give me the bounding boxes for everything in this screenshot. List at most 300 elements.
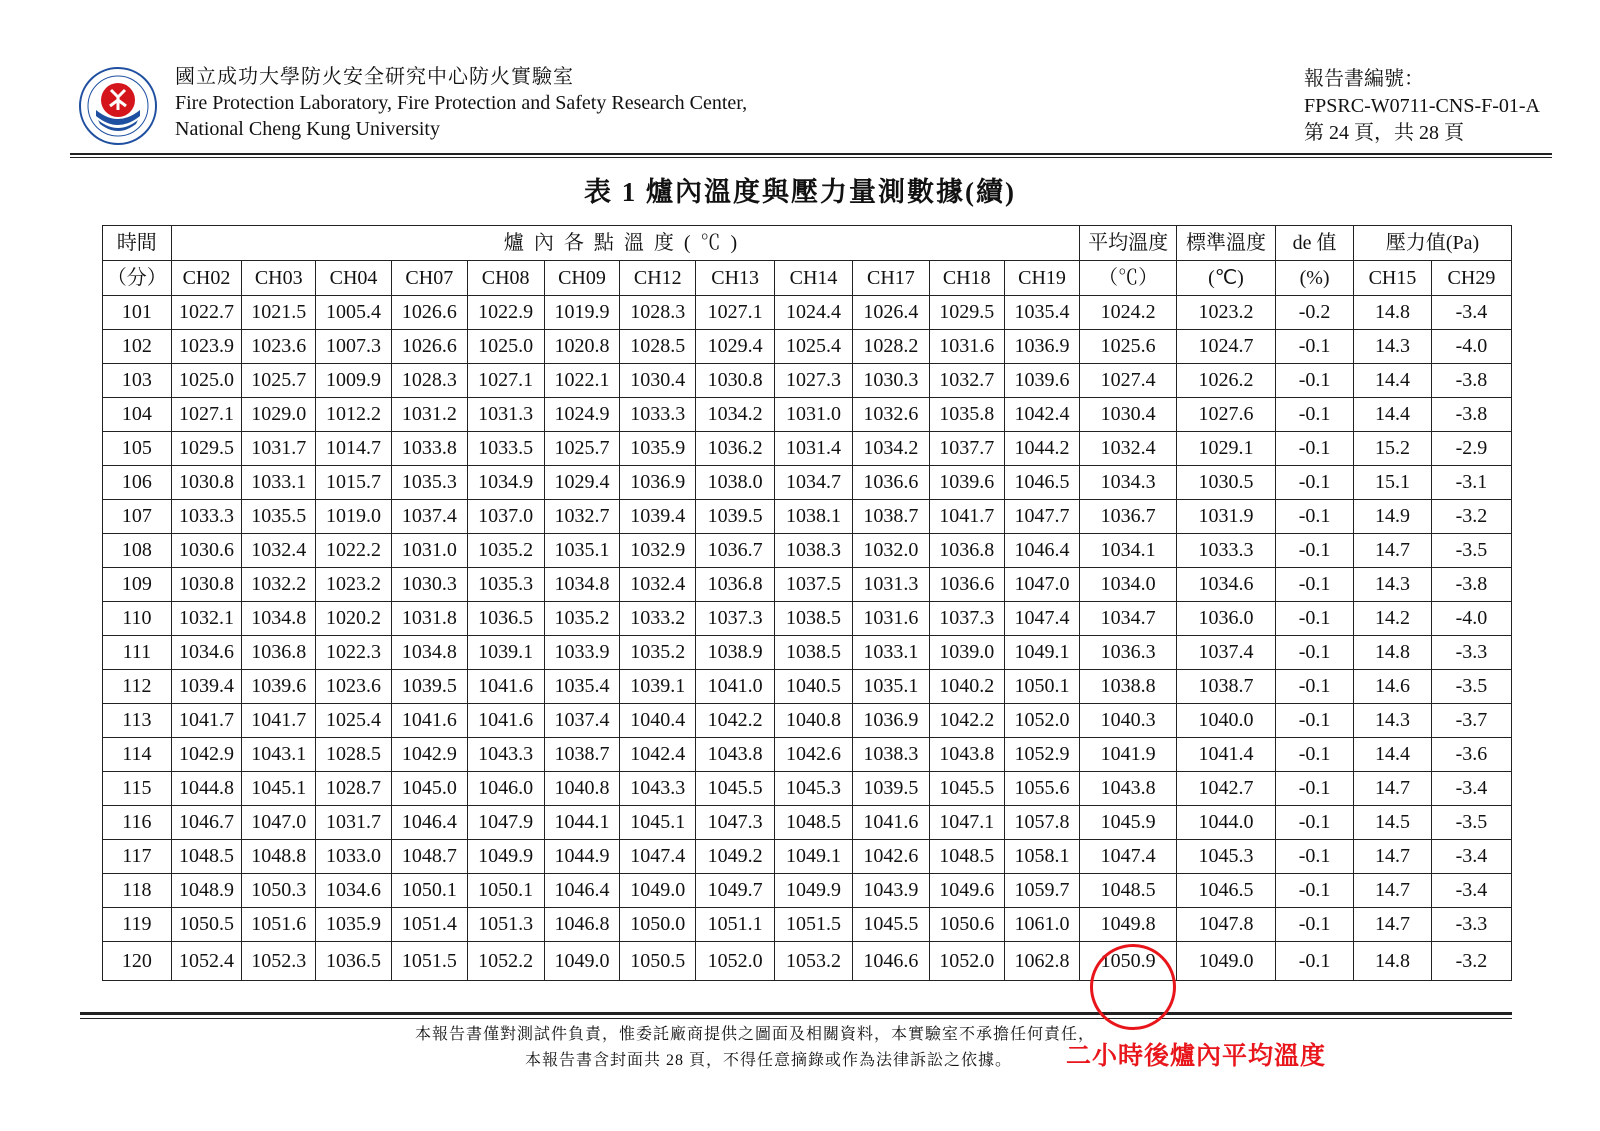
- header-time-unit: （分）: [103, 261, 172, 296]
- table-cell: 1058.1: [1004, 840, 1080, 874]
- time-cell: 108: [103, 534, 172, 568]
- header-channel: CH09: [544, 261, 620, 296]
- header-pressure-channel: CH15: [1354, 261, 1432, 296]
- table-cell: 1047.7: [1004, 500, 1080, 534]
- table-cell: 1052.2: [467, 942, 544, 981]
- table-row: [103, 364, 1512, 398]
- table-cell: 1039.6: [1004, 364, 1080, 398]
- table-cell: 1025.4: [316, 704, 392, 738]
- time-cell: 103: [103, 364, 172, 398]
- table-cell: 1036.3: [1080, 636, 1176, 670]
- table-cell: 1031.2: [391, 398, 467, 432]
- header-time: 時間: [103, 226, 172, 261]
- table-cell: 1041.4: [1176, 738, 1275, 772]
- table-cell: 1038.9: [696, 636, 775, 670]
- table-cell: 1042.7: [1176, 772, 1275, 806]
- table-cell: 1046.4: [391, 806, 467, 840]
- table-cell: 1051.6: [242, 908, 316, 942]
- table-cell: 1033.1: [852, 636, 929, 670]
- table-cell: -3.8: [1431, 364, 1511, 398]
- table-row: [103, 772, 1512, 806]
- table-cell: 1050.3: [242, 874, 316, 908]
- table-cell: 1047.1: [929, 806, 1004, 840]
- table-cell: 1031.7: [316, 806, 392, 840]
- table-cell: 1034.9: [467, 466, 544, 500]
- table-cell: 1049.2: [696, 840, 775, 874]
- table-cell: 1034.6: [1176, 568, 1275, 602]
- table-cell: 1036.9: [852, 704, 929, 738]
- table-body: [103, 296, 1512, 981]
- table-cell: 1020.2: [316, 602, 392, 636]
- table-cell: 1031.8: [391, 602, 467, 636]
- header-divider: [70, 153, 1552, 155]
- table-cell: 1048.9: [171, 874, 242, 908]
- time-cell: 110: [103, 602, 172, 636]
- table-cell: 1049.9: [775, 874, 853, 908]
- table-row: [103, 432, 1512, 466]
- table-cell: 1037.4: [544, 704, 620, 738]
- table-row: [103, 466, 1512, 500]
- table-cell: 14.8: [1354, 636, 1432, 670]
- header-channel: CH18: [929, 261, 1004, 296]
- table-cell: 1042.4: [620, 738, 696, 772]
- table-cell: 1036.9: [620, 466, 696, 500]
- table-row: [103, 398, 1512, 432]
- measurement-table: [102, 225, 1512, 981]
- table-cell: 1040.8: [775, 704, 853, 738]
- table-cell: 1046.4: [1004, 534, 1080, 568]
- table-cell: 1005.4: [316, 296, 392, 330]
- table-cell: 1047.0: [242, 806, 316, 840]
- table-cell: 1047.3: [696, 806, 775, 840]
- table-cell: 1040.8: [544, 772, 620, 806]
- table-cell: 1050.9: [1080, 942, 1176, 981]
- table-cell: 1051.4: [391, 908, 467, 942]
- header-row-1: [103, 226, 1512, 261]
- table-cell: -0.1: [1276, 602, 1354, 636]
- table-cell: 1042.2: [696, 704, 775, 738]
- table-cell: 1036.7: [1080, 500, 1176, 534]
- table-cell: -3.2: [1431, 500, 1511, 534]
- table-cell: 1050.5: [171, 908, 242, 942]
- table-cell: 1033.5: [467, 432, 544, 466]
- table-cell: 1039.4: [620, 500, 696, 534]
- table-cell: 1035.1: [852, 670, 929, 704]
- table-cell: 1052.3: [242, 942, 316, 981]
- table-cell: 14.5: [1354, 806, 1432, 840]
- disclaimer-line-2: 本報告書含封面共 28 頁，不得任意摘錄或作為法律訴訟之依據。: [525, 1052, 1013, 1069]
- table-cell: -0.1: [1276, 874, 1354, 908]
- table-cell: 1052.0: [929, 942, 1004, 981]
- table-cell: 1040.2: [929, 670, 1004, 704]
- table-cell: 1007.3: [316, 330, 392, 364]
- table-cell: -3.8: [1431, 568, 1511, 602]
- table-cell: 1044.1: [544, 806, 620, 840]
- table-cell: 14.3: [1354, 568, 1432, 602]
- table-cell: 1028.3: [620, 296, 696, 330]
- table-cell: 1046.4: [544, 874, 620, 908]
- table-cell: -0.1: [1276, 772, 1354, 806]
- table-cell: 1050.5: [620, 942, 696, 981]
- table-cell: 1022.9: [467, 296, 544, 330]
- table-cell: 1038.7: [852, 500, 929, 534]
- table-cell: 1027.1: [696, 296, 775, 330]
- table-cell: 1041.7: [242, 704, 316, 738]
- table-cell: 1032.0: [852, 534, 929, 568]
- table-cell: 1035.2: [544, 602, 620, 636]
- disclaimer: [415, 1022, 1095, 1074]
- table-cell: 1051.5: [391, 942, 467, 981]
- footer-divider-thin: [80, 1018, 1512, 1019]
- table-cell: 1049.1: [775, 840, 853, 874]
- table-cell: 1039.6: [929, 466, 1004, 500]
- table-cell: 14.7: [1354, 840, 1432, 874]
- table-cell: 1035.5: [242, 500, 316, 534]
- table-cell: -3.8: [1431, 398, 1511, 432]
- table-cell: 1043.3: [467, 738, 544, 772]
- table-cell: -0.1: [1276, 942, 1354, 981]
- table-cell: 1044.8: [171, 772, 242, 806]
- table-cell: 1023.2: [1176, 296, 1275, 330]
- table-cell: 1046.8: [544, 908, 620, 942]
- table-cell: 1040.5: [775, 670, 853, 704]
- table-cell: 1039.1: [620, 670, 696, 704]
- report-number: FPSRC-W0711-CNS-F-01-A: [1304, 95, 1540, 117]
- table-cell: -0.1: [1276, 534, 1354, 568]
- table-cell: -0.1: [1276, 704, 1354, 738]
- header-channel: CH08: [467, 261, 544, 296]
- table-cell: 1041.7: [171, 704, 242, 738]
- table-cell: 1044.9: [544, 840, 620, 874]
- table-cell: 1026.6: [391, 296, 467, 330]
- table-cell: 1034.6: [171, 636, 242, 670]
- table-cell: -3.7: [1431, 704, 1511, 738]
- table-cell: 1035.8: [929, 398, 1004, 432]
- table-cell: 1028.5: [620, 330, 696, 364]
- table-cell: -0.1: [1276, 500, 1354, 534]
- table-cell: 1035.3: [391, 466, 467, 500]
- report-number-label: 報告書編號：: [1304, 68, 1425, 90]
- table-row: [103, 500, 1512, 534]
- table-cell: 1027.4: [1080, 364, 1176, 398]
- header-channel: CH02: [171, 261, 242, 296]
- table-cell: 1035.1: [544, 534, 620, 568]
- table-cell: 14.7: [1354, 908, 1432, 942]
- table-cell: 1036.8: [696, 568, 775, 602]
- table-cell: 1012.2: [316, 398, 392, 432]
- table-row: [103, 296, 1512, 330]
- header-channel: CH12: [620, 261, 696, 296]
- table-cell: 1039.6: [242, 670, 316, 704]
- table-cell: 1029.4: [544, 466, 620, 500]
- table-row: [103, 636, 1512, 670]
- table-cell: 14.3: [1354, 704, 1432, 738]
- table-cell: 14.8: [1354, 942, 1432, 981]
- table-cell: 1024.4: [775, 296, 853, 330]
- table-cell: 1052.4: [171, 942, 242, 981]
- table-row: [103, 840, 1512, 874]
- header-average-temperature: 平均溫度: [1080, 226, 1176, 261]
- table-cell: 1030.5: [1176, 466, 1275, 500]
- table-cell: 1028.2: [852, 330, 929, 364]
- table-cell: 1019.0: [316, 500, 392, 534]
- table-cell: 1042.6: [852, 840, 929, 874]
- table-cell: 1046.5: [1176, 874, 1275, 908]
- table-row: [103, 874, 1512, 908]
- table-cell: 1037.4: [1176, 636, 1275, 670]
- table-cell: 1015.7: [316, 466, 392, 500]
- table-cell: 1045.5: [852, 908, 929, 942]
- table-cell: 1049.9: [467, 840, 544, 874]
- table-cell: 1026.6: [391, 330, 467, 364]
- table-cell: 1041.9: [1080, 738, 1176, 772]
- table-cell: 1032.4: [620, 568, 696, 602]
- table-cell: 1033.3: [171, 500, 242, 534]
- table-cell: -3.4: [1431, 296, 1511, 330]
- table-cell: 1030.6: [171, 534, 242, 568]
- table-cell: 1035.2: [620, 636, 696, 670]
- header-standard-temperature: 標準溫度: [1176, 226, 1275, 261]
- table-cell: -3.1: [1431, 466, 1511, 500]
- table-cell: 1038.5: [775, 636, 853, 670]
- table-cell: 1024.7: [1176, 330, 1275, 364]
- table-cell: 1050.1: [391, 874, 467, 908]
- header-average-unit: （℃）: [1080, 261, 1176, 296]
- table-cell: 1029.0: [242, 398, 316, 432]
- table-cell: 1037.7: [929, 432, 1004, 466]
- table-cell: 1025.4: [775, 330, 853, 364]
- table-cell: -3.5: [1431, 806, 1511, 840]
- annotation-note: 二小時後爐內平均溫度: [1066, 1041, 1327, 1070]
- table-cell: 1042.4: [1004, 398, 1080, 432]
- table-cell: 1048.5: [171, 840, 242, 874]
- table-cell: 15.1: [1354, 466, 1432, 500]
- table-cell: 1049.0: [544, 942, 620, 981]
- table-cell: 1045.0: [391, 772, 467, 806]
- table-cell: 1041.0: [696, 670, 775, 704]
- table-cell: -0.1: [1276, 908, 1354, 942]
- table-row: [103, 670, 1512, 704]
- table-cell: 1039.0: [929, 636, 1004, 670]
- table-cell: 1031.7: [242, 432, 316, 466]
- institution-name-zh: 國立成功大學防火安全研究中心防火實驗室: [175, 66, 574, 88]
- table-cell: 1037.5: [775, 568, 853, 602]
- table-row: [103, 704, 1512, 738]
- table-cell: 1048.8: [242, 840, 316, 874]
- table-cell: 1031.3: [467, 398, 544, 432]
- table-cell: 1041.6: [467, 704, 544, 738]
- table-cell: 1043.1: [242, 738, 316, 772]
- time-cell: 111: [103, 636, 172, 670]
- table-cell: 1049.7: [696, 874, 775, 908]
- table-cell: 1034.2: [852, 432, 929, 466]
- table-cell: 1036.5: [316, 942, 392, 981]
- table-cell: 1041.6: [467, 670, 544, 704]
- table-cell: 1032.7: [544, 500, 620, 534]
- table-cell: 1033.1: [242, 466, 316, 500]
- table-cell: 1039.5: [391, 670, 467, 704]
- table-cell: -3.5: [1431, 670, 1511, 704]
- table-cell: 1051.3: [467, 908, 544, 942]
- time-cell: 112: [103, 670, 172, 704]
- table-cell: 1045.3: [775, 772, 853, 806]
- table-cell: 1048.7: [391, 840, 467, 874]
- table-cell: -0.1: [1276, 670, 1354, 704]
- institution-name-en-line1: Fire Protection Laboratory, Fire Protection and Safety Research Center,: [175, 92, 748, 114]
- table-cell: 1037.3: [929, 602, 1004, 636]
- table-cell: 1034.7: [1080, 602, 1176, 636]
- table-cell: 1035.4: [1004, 296, 1080, 330]
- time-cell: 116: [103, 806, 172, 840]
- table-cell: 14.9: [1354, 500, 1432, 534]
- table-cell: 1047.8: [1176, 908, 1275, 942]
- table-row: [103, 908, 1512, 942]
- time-cell: 102: [103, 330, 172, 364]
- table-cell: 1042.9: [171, 738, 242, 772]
- table-cell: 1031.9: [1176, 500, 1275, 534]
- table-cell: -0.1: [1276, 466, 1354, 500]
- table-cell: 1036.6: [852, 466, 929, 500]
- table-cell: 1034.8: [242, 602, 316, 636]
- header-de-value: de 值: [1276, 226, 1354, 261]
- table-cell: -4.0: [1431, 330, 1511, 364]
- table-cell: 1022.7: [171, 296, 242, 330]
- disclaimer-line-1: 本報告書僅對測試件負責，惟委託廠商提供之圖面及相關資料，本實驗室不承擔任何責任，: [415, 1026, 1096, 1043]
- table-cell: 1036.0: [1176, 602, 1275, 636]
- table-cell: 1022.1: [544, 364, 620, 398]
- time-cell: 119: [103, 908, 172, 942]
- table-cell: 1033.8: [391, 432, 467, 466]
- table-cell: -3.2: [1431, 942, 1511, 981]
- table-cell: 1031.4: [775, 432, 853, 466]
- table-cell: 1059.7: [1004, 874, 1080, 908]
- table-cell: 1028.5: [316, 738, 392, 772]
- table-cell: 1032.6: [852, 398, 929, 432]
- time-cell: 101: [103, 296, 172, 330]
- table-cell: 1020.8: [544, 330, 620, 364]
- table-cell: 1046.5: [1004, 466, 1080, 500]
- table-cell: -3.3: [1431, 636, 1511, 670]
- table-cell: 1009.9: [316, 364, 392, 398]
- table-cell: -3.6: [1431, 738, 1511, 772]
- time-cell: 118: [103, 874, 172, 908]
- table-cell: 1035.9: [620, 432, 696, 466]
- table-cell: 1036.8: [929, 534, 1004, 568]
- table-cell: 1030.3: [391, 568, 467, 602]
- header-channel: CH03: [242, 261, 316, 296]
- table-cell: 1041.7: [929, 500, 1004, 534]
- table-cell: -0.2: [1276, 296, 1354, 330]
- time-cell: 117: [103, 840, 172, 874]
- table-cell: 1043.8: [696, 738, 775, 772]
- table-cell: 14.2: [1354, 602, 1432, 636]
- table-cell: 1040.4: [620, 704, 696, 738]
- time-cell: 105: [103, 432, 172, 466]
- table-cell: 1044.2: [1004, 432, 1080, 466]
- table-cell: 1030.3: [852, 364, 929, 398]
- table-cell: 1042.9: [391, 738, 467, 772]
- table-cell: 1031.0: [775, 398, 853, 432]
- table-cell: 1022.3: [316, 636, 392, 670]
- table-cell: 14.4: [1354, 398, 1432, 432]
- table-cell: 1034.8: [391, 636, 467, 670]
- header-channel: CH13: [696, 261, 775, 296]
- table-cell: 1036.6: [929, 568, 1004, 602]
- table-cell: 1030.4: [620, 364, 696, 398]
- table-cell: 1029.5: [171, 432, 242, 466]
- table-cell: 1030.8: [696, 364, 775, 398]
- time-cell: 113: [103, 704, 172, 738]
- table-cell: 1025.0: [467, 330, 544, 364]
- table-cell: 1033.0: [316, 840, 392, 874]
- table-cell: 1035.2: [467, 534, 544, 568]
- table-cell: 1036.2: [696, 432, 775, 466]
- table-cell: -3.5: [1431, 534, 1511, 568]
- table-cell: 1038.0: [696, 466, 775, 500]
- header-channel: CH14: [775, 261, 853, 296]
- table-cell: 1037.0: [467, 500, 544, 534]
- table-cell: 1030.8: [171, 568, 242, 602]
- table-cell: 1048.5: [775, 806, 853, 840]
- table-cell: 1038.7: [1176, 670, 1275, 704]
- laboratory-logo-icon: [78, 66, 158, 146]
- table-cell: 1024.2: [1080, 296, 1176, 330]
- table-row: [103, 330, 1512, 364]
- report-header: [70, 62, 1552, 154]
- table-cell: 1014.7: [316, 432, 392, 466]
- table-cell: -3.3: [1431, 908, 1511, 942]
- table-cell: 1036.9: [1004, 330, 1080, 364]
- header-channel: CH17: [852, 261, 929, 296]
- table-cell: 1037.4: [391, 500, 467, 534]
- table-cell: 1024.9: [544, 398, 620, 432]
- table-cell: 1045.3: [1176, 840, 1275, 874]
- table-cell: -3.4: [1431, 874, 1511, 908]
- table-cell: 1032.2: [242, 568, 316, 602]
- header-pressure-channel: CH29: [1431, 261, 1511, 296]
- table-cell: 1027.1: [171, 398, 242, 432]
- table-cell: 1027.3: [775, 364, 853, 398]
- table-cell: 1026.2: [1176, 364, 1275, 398]
- table-cell: 1038.3: [852, 738, 929, 772]
- table-cell: 1038.5: [775, 602, 853, 636]
- table-cell: 1031.3: [852, 568, 929, 602]
- table-cell: 1049.8: [1080, 908, 1176, 942]
- time-cell: 107: [103, 500, 172, 534]
- table-cell: 1034.3: [1080, 466, 1176, 500]
- table-cell: 14.4: [1354, 738, 1432, 772]
- table-cell: 1045.9: [1080, 806, 1176, 840]
- table-cell: 1048.5: [1080, 874, 1176, 908]
- table-cell: 1047.4: [1080, 840, 1176, 874]
- table-cell: 1051.1: [696, 908, 775, 942]
- table-cell: 1033.3: [620, 398, 696, 432]
- table-cell: -3.4: [1431, 840, 1511, 874]
- header-divider-thin: [70, 157, 1552, 158]
- table-cell: 1025.0: [171, 364, 242, 398]
- table-cell: 1034.8: [544, 568, 620, 602]
- table-row: [103, 738, 1512, 772]
- table-cell: 1037.3: [696, 602, 775, 636]
- table-cell: 1057.8: [1004, 806, 1080, 840]
- table-cell: 1030.4: [1080, 398, 1176, 432]
- table-cell: 1039.5: [696, 500, 775, 534]
- table-cell: 1032.4: [242, 534, 316, 568]
- table-cell: 1050.6: [929, 908, 1004, 942]
- table-cell: 1050.1: [1004, 670, 1080, 704]
- table-cell: 1031.0: [391, 534, 467, 568]
- table-cell: 1027.1: [467, 364, 544, 398]
